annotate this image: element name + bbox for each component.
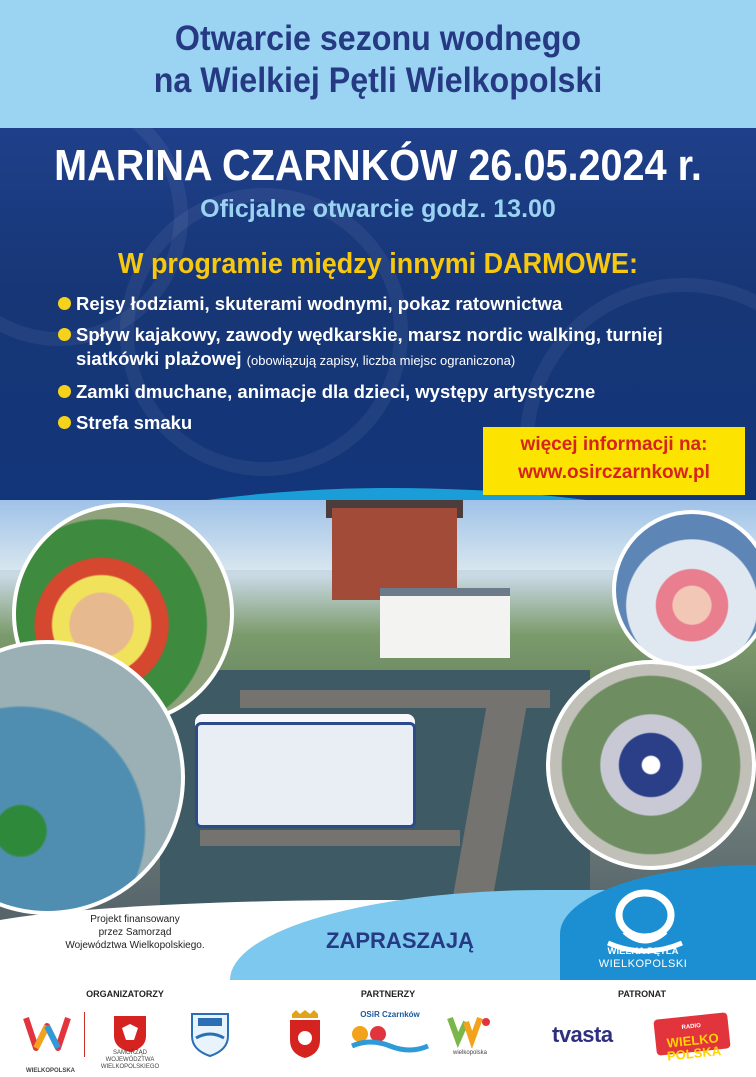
wielkopolska-logo-icon: [22, 1008, 72, 1060]
wlkp-partner-logo-icon: [446, 1010, 492, 1048]
bullet-icon: [58, 416, 71, 429]
bullet-icon: [58, 328, 71, 341]
list-item: Strefa smaku: [58, 411, 748, 435]
stilt-performer-photo: [546, 660, 756, 870]
program-heading: W programie między innymi DARMOWE:: [118, 248, 638, 280]
org-logo2-caption: SAMORZĄD WOJEWÓDZTWA WIELKOPOLSKIEGO: [100, 1050, 160, 1070]
more-info-box: [483, 427, 745, 495]
osir-logo-icon: [350, 1020, 430, 1054]
club-crest-icon: [188, 1008, 232, 1060]
marina-building: [332, 508, 457, 600]
title-line-2: na Wielkiej Pętli Wielkopolski: [153, 61, 603, 100]
list-item: Spływ kajakowy, zawody wędkarskie, marsz nordic walking, turniej siatkówki plażowej (obowiązują zapisy, liczba miejsc ograniczona): [58, 323, 748, 373]
title-line-1: Otwarcie sezonu wodnego: [174, 19, 582, 58]
funding-note: Projekt finansowany przez Samorząd Województwa Wielkopolskiego.: [65, 914, 205, 951]
org-logo1-caption: WIELKOPOLSKA: [26, 1068, 75, 1074]
tvasta-logo: tvasta: [552, 1022, 613, 1047]
wielka-petla-brand: WIELKA PĘTLA WIELKOPOLSKI: [598, 946, 688, 970]
wlkp-partner-caption: wielkopolska: [452, 1050, 488, 1056]
event-location-date: MARINA CZARNKÓW 26.05.2024 r.: [54, 141, 702, 190]
pier: [200, 830, 460, 846]
more-info-label: więcej informacji na:: [520, 434, 708, 455]
patron-label: PATRONAT: [618, 989, 666, 999]
osir-name: OSiR Czarnków: [360, 1010, 420, 1019]
website-link[interactable]: www.osirczarnkow.pl: [518, 462, 710, 483]
marina-house: [380, 588, 510, 658]
organizers-label: ORGANIZATORZY: [86, 989, 164, 999]
bullet-icon: [58, 297, 71, 310]
radio-wielkopolska-logo: RADIO WIELKO POLSKA: [653, 1012, 730, 1056]
pontoon-boat: [195, 722, 416, 828]
program-list: [58, 292, 748, 442]
logo-divider: [84, 1012, 85, 1057]
page-title: [30, 18, 726, 102]
official-opening-time: Oficjalne otwarcie godz. 13.00: [200, 195, 556, 223]
bullet-icon: [58, 385, 71, 398]
partners-label: PARTNERZY: [360, 989, 416, 999]
list-item: Rejsy łodziami, skuterami wodnymi, pokaz ratownictwa: [58, 292, 748, 316]
czarnkow-coat-of-arms-icon: [286, 1008, 324, 1060]
registration-note: (obowiązują zapisy, liczba miejsc ograniczona): [246, 353, 516, 368]
invite-heading: ZAPRASZAJĄ: [326, 928, 474, 953]
list-item: Zamki dmuchane, animacje dla dzieci, występy artystyczne: [58, 380, 748, 404]
